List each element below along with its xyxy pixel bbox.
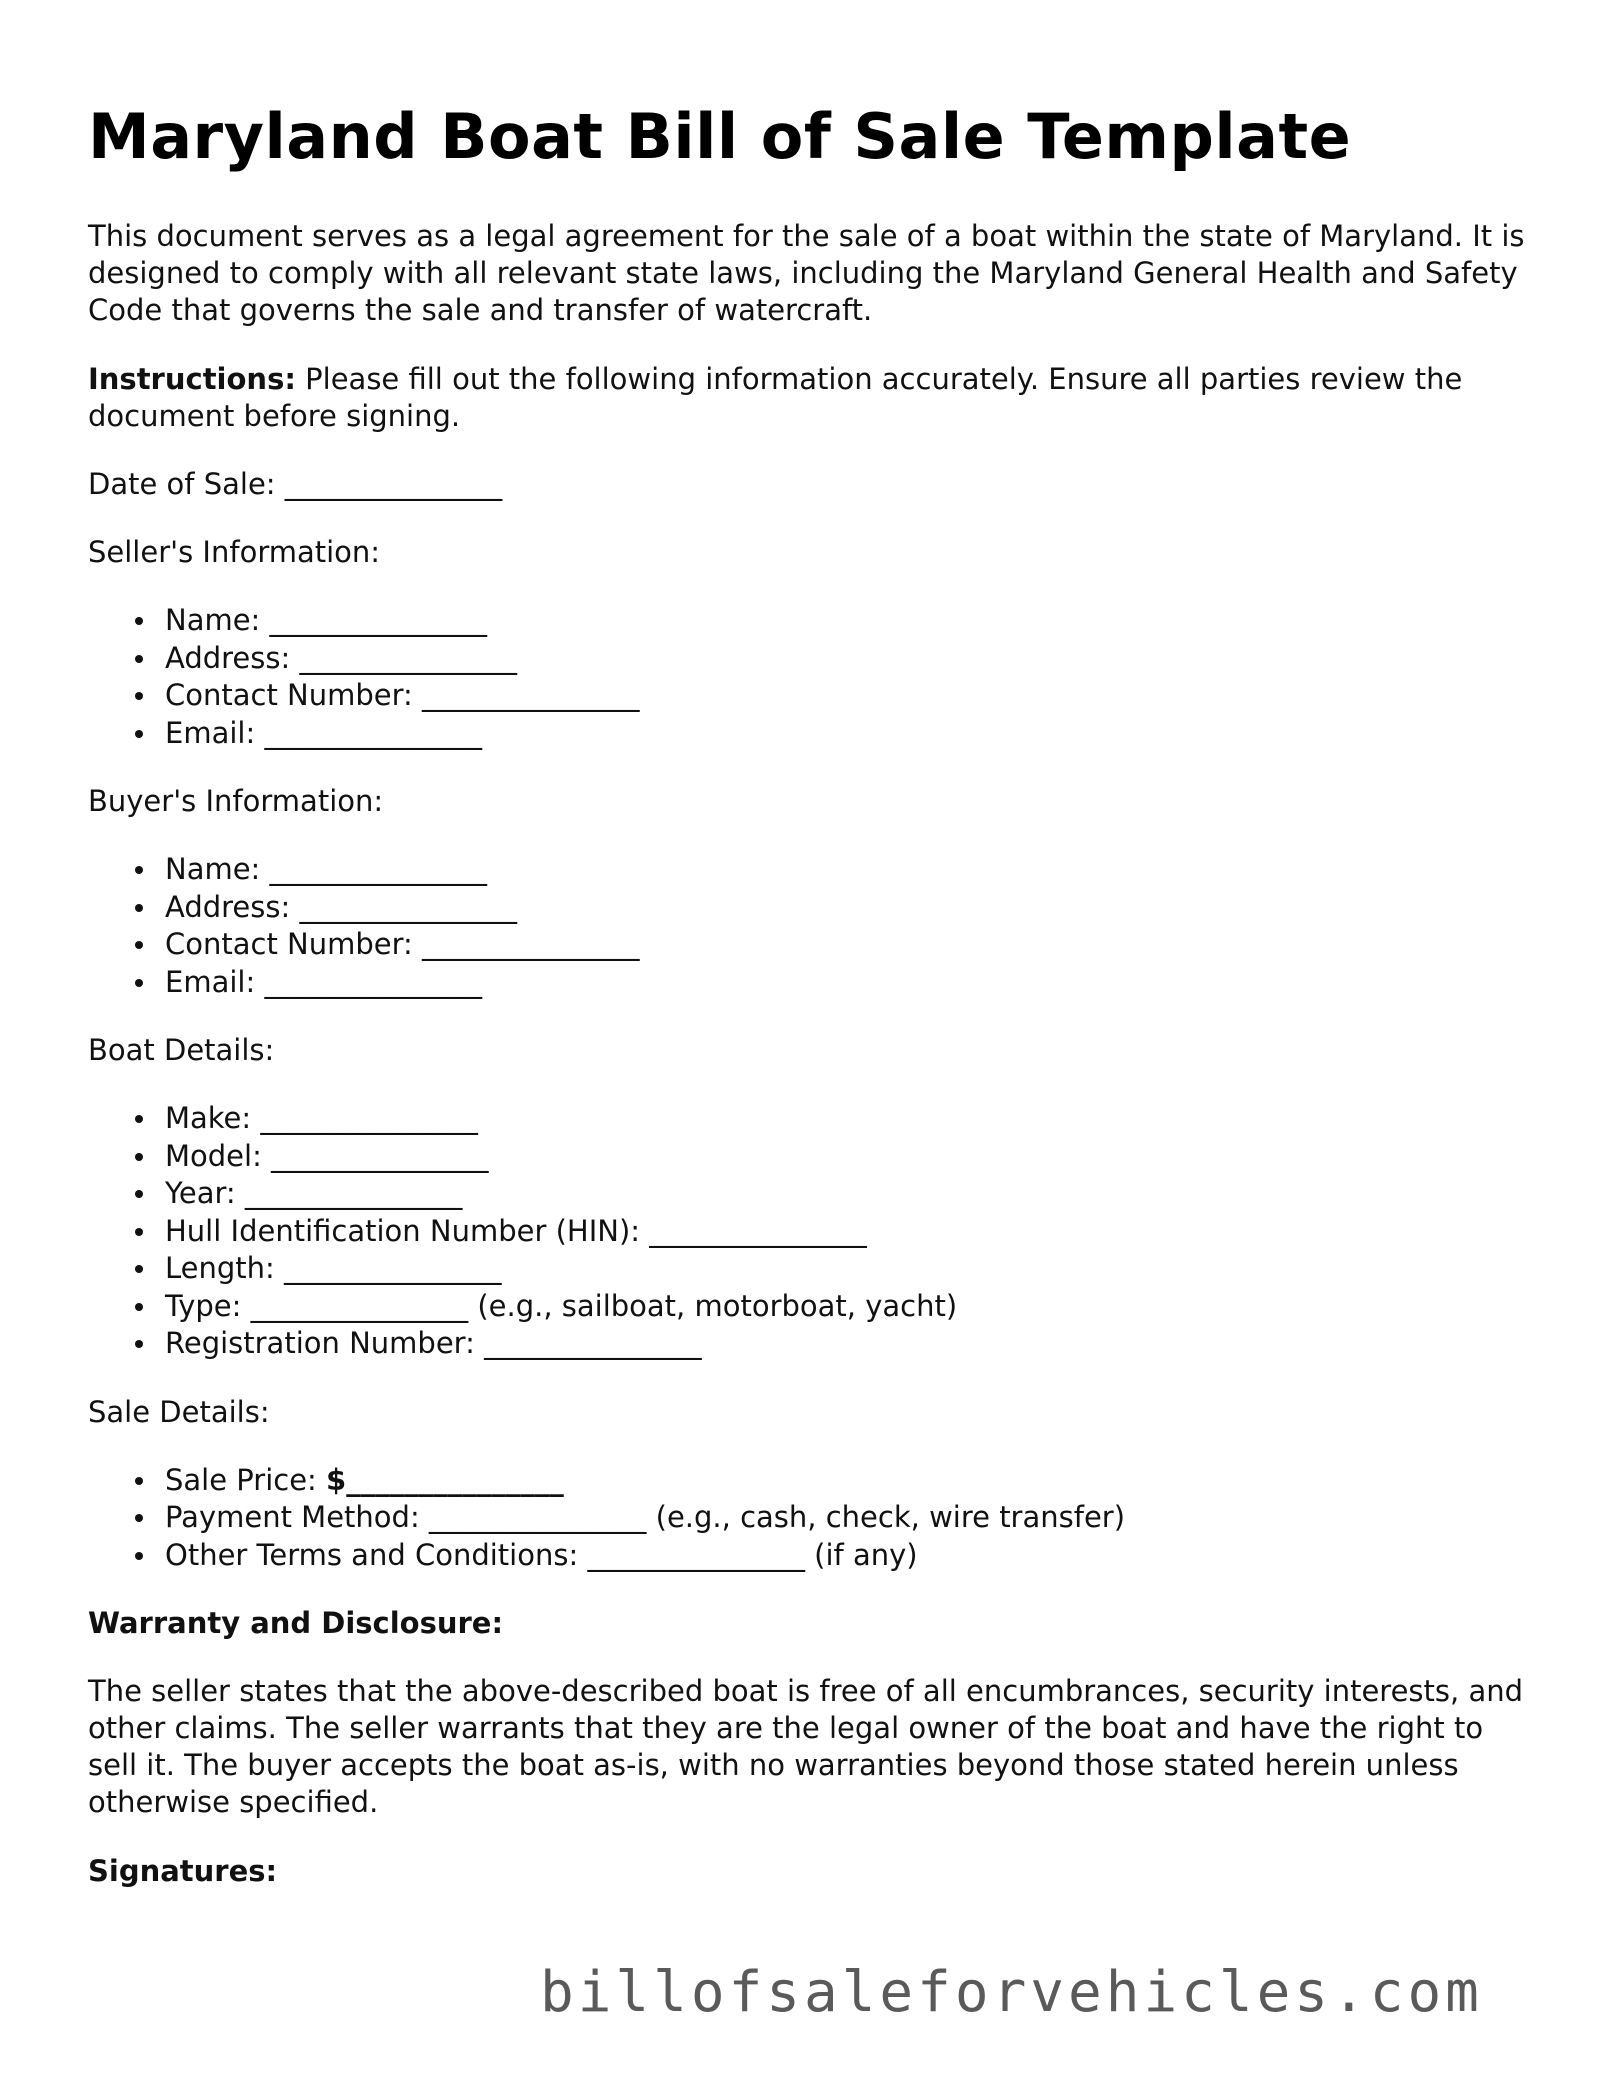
boat-hin-field[interactable]: Hull Identification Number (HIN): _______________ bbox=[165, 1213, 1528, 1251]
warranty-paragraph: The seller states that the above-described boat is free of all encumbrances, security interests, and other claims. The seller warrants that they are the legal owner of the boat and have the right to sell it. The buyer accepts the boat as-is, with no warranties beyond those stated herein unless otherwise specified. bbox=[88, 1674, 1524, 1820]
sale-price-label: Sale Price: bbox=[165, 1462, 327, 1497]
seller-contact-field[interactable]: Contact Number: _______________ bbox=[165, 677, 1528, 715]
other-terms-field[interactable]: Other Terms and Conditions: _______________ (if any) bbox=[165, 1537, 1528, 1575]
instructions-label: Instructions: bbox=[88, 362, 296, 397]
boat-make-field[interactable]: Make: _______________ bbox=[165, 1100, 1528, 1138]
buyer-list bbox=[88, 851, 1528, 1001]
sale-list bbox=[88, 1462, 1528, 1575]
buyer-address-field[interactable]: Address: _______________ bbox=[165, 889, 1528, 927]
boat-heading: Boat Details: bbox=[88, 1033, 275, 1068]
sale-heading: Sale Details: bbox=[88, 1394, 270, 1429]
boat-list bbox=[88, 1100, 1528, 1363]
document-title: Maryland Boat Bill of Sale Template bbox=[88, 100, 1352, 173]
boat-registration-field[interactable]: Registration Number: _______________ bbox=[165, 1325, 1528, 1363]
buyer-name-field[interactable]: Name: _______________ bbox=[165, 851, 1528, 889]
seller-list bbox=[88, 602, 1528, 752]
document-page bbox=[88, 100, 1528, 1890]
boat-type-field[interactable]: Type: _______________ (e.g., sailboat, motorboat, yacht) bbox=[165, 1288, 1528, 1326]
buyer-contact-field[interactable]: Contact Number: _______________ bbox=[165, 926, 1528, 964]
boat-year-field[interactable]: Year: _______________ bbox=[165, 1175, 1528, 1213]
buyer-email-field[interactable]: Email: _______________ bbox=[165, 964, 1528, 1002]
intro-paragraph: This document serves as a legal agreement for the sale of a boat within the state of Maryland. It is designed to comply with all relevant state laws, including the Maryland General Health and Safety Code that governs the sale and transfer of watercraft. bbox=[88, 219, 1525, 328]
sale-price-value: $_______________ bbox=[326, 1462, 564, 1497]
watermark-text: billofsaleforvehicles.com bbox=[540, 1960, 1483, 2025]
payment-method-field[interactable]: Payment Method: _______________ (e.g., cash, check, wire transfer) bbox=[165, 1499, 1528, 1537]
date-of-sale-field[interactable]: Date of Sale: _______________ bbox=[88, 467, 503, 502]
seller-email-field[interactable]: Email: _______________ bbox=[165, 715, 1528, 753]
seller-name-field[interactable]: Name: _______________ bbox=[165, 602, 1528, 640]
boat-model-field[interactable]: Model: _______________ bbox=[165, 1138, 1528, 1176]
warranty-heading: Warranty and Disclosure: bbox=[88, 1606, 504, 1641]
instructions-text: Please fill out the following information accurately. Ensure all parties review the document before signing. bbox=[88, 362, 1463, 434]
boat-length-field[interactable]: Length: _______________ bbox=[165, 1250, 1528, 1288]
signatures-heading: Signatures: bbox=[88, 1854, 278, 1889]
seller-heading: Seller's Information: bbox=[88, 535, 381, 570]
sale-price-field[interactable] bbox=[165, 1462, 1528, 1500]
seller-address-field[interactable]: Address: _______________ bbox=[165, 640, 1528, 678]
buyer-heading: Buyer's Information: bbox=[88, 784, 384, 819]
instructions-paragraph bbox=[88, 361, 1528, 435]
